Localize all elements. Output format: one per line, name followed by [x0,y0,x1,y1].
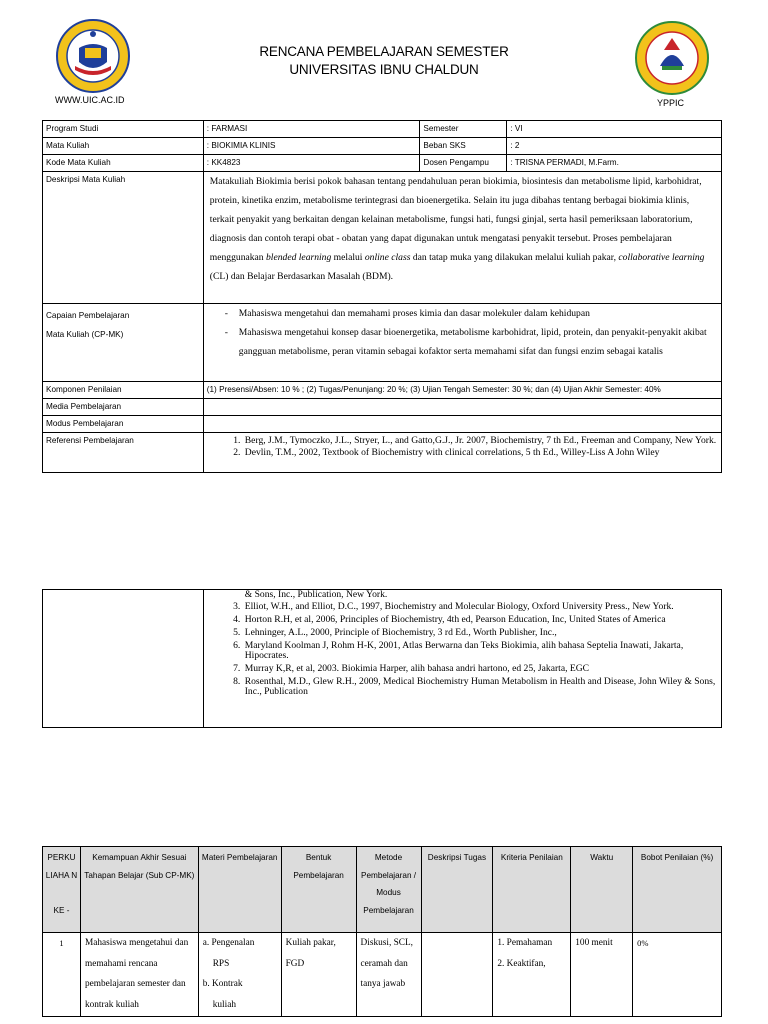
references-list [203,433,721,473]
mode-label: Modus Pembelajaran [43,416,204,433]
table-header-row [43,847,722,933]
list-item: 6. Maryland Koolman J, Rohm H-K, 2001, Atlas Berwarna dan Teks Biokimia, alih bahasa Septelia Inawati, Jakarta, Hipocrates. [243,641,718,661]
lecturer-value: : TRISNA PERMADI, M.Farm. [507,155,722,172]
table-row [43,433,722,473]
weekly-schedule-table [42,846,722,1017]
form-cell: Kuliah pakar, FGD [281,933,356,1017]
semester-label: Semester [420,121,507,138]
media-value [203,399,721,416]
time-cell: 100 menit [571,933,633,1017]
ability-cell: Mahasiswa mengetahui dan memahami rencana pembelajaran semester dan kontrak kuliah [80,933,198,1017]
col-criteria: Kriteria Penilaian [493,847,571,933]
col-form: Bentuk Pembelajaran [281,847,356,933]
semester-value: : VI [507,121,722,138]
table-row [43,138,722,155]
table-row [43,155,722,172]
sks-value: : 2 [507,138,722,155]
table-row [43,399,722,416]
list-item: - Mahasiswa mengetahui konsep dasar bioenergetika, metabolisme karbohidrat, lipid, protein, dan penyakit-penyakit akibat gangguan metabolisme, peran vitamin sebagai kofaktor serta memahami sifat dan fungsi enzim sebagai katalis [239,323,718,361]
list-item: 4. Horton R.H, et al, 2006, Principles of Biochemistry, 4th ed, Pearson Education, Inc, United States of America [243,615,718,625]
list-item: 8. Rosenthal, M.D., Glew R.H., 2009, Medical Biochemistry Human Metabolism in Health and Disease, John Wiley & Sons, Inc., Publication [243,677,718,697]
course-description: Matakuliah Biokimia berisi pokok bahasan tentang pendahuluan peran biokimia, biosintesis dan metabolisme lipid, karbohidrat, protein, kinetika enzim, metabolisme terintegrasi dan bioenergetika. Selain itu juga dibahas tentang berbagai biokimia klinis, terkait penyakit yang berkaitan dengan kelainan metabolisme, fungsi hati, fungsi ginjal, serta hasil pemeriksaan laboratorium, diagnosis dan contoh terapi obat - obatan yang dapat digunakan untuk mengatasi penyakit tersebut. Proses pembelajaran menggunakan blended learning melalui online class dan tatap muka yang dilakukan melalui kuliah pakar, collaborative learning (CL) dan Belajar Berdasarkan Masalah (BDM). [203,172,721,304]
col-task: Deskripsi Tugas [421,847,493,933]
week-number: 1 [43,933,81,1017]
website-url[interactable]: WWW.UIC.AC.ID [55,95,125,105]
col-weight: Bobot Penilaian (%) [633,847,722,933]
media-label: Media Pembelajaran [43,399,204,416]
assessment-label: Komponen Penilaian [43,382,204,399]
list-item: - Mahasiswa mengetahui dan memahami proses kimia dan dasar molekuler dalam kehidupan [239,304,718,323]
course-value: : BIOKIMIA KLINIS [203,138,420,155]
document-title: RENCANA PEMBELAJARAN SEMESTER [259,44,509,59]
criteria-cell: 1. Pemahaman 2. Keaktifan, [493,933,571,1017]
table-row [43,304,722,382]
col-method: Metode Pembelajaran / Modus Pembelajaran [356,847,421,933]
list-item: 3. Elliot, W.H., and Elliot, D.C., 1997, Biochemistry and Molecular Biology, Oxford University Press., New York. [243,602,718,612]
table-row [43,416,722,433]
lecturer-label: Dosen Pengampu [420,155,507,172]
foundation-name: YPPIC [657,98,685,108]
list-item: 5. Lehninger, A.L., 2000, Principle of Biochemistry, 3 rd Ed., Worth Publisher, Inc., [243,628,718,638]
material-cell: a. Pengenalan RPS b. Kontrak kuliah [198,933,281,1017]
course-code-value: : KK4823 [203,155,420,172]
university-name: UNIVERSITAS IBNU CHALDUN [289,62,479,77]
program-label: Program Studi [43,121,204,138]
table-row [43,382,722,399]
method-cell: Diskusi, SCL, ceramah dan tanya jawab [356,933,421,1017]
course-label: Mata Kuliah [43,138,204,155]
task-cell [421,933,493,1017]
col-week: PERKU LIAHA N KE - [43,847,81,933]
course-code-label: Kode Mata Kuliah [43,155,204,172]
right-logo [634,20,710,96]
col-ability: Kemampuan Akhir Sesuai Tahapan Belajar (Sub CP-MK) [80,847,198,933]
table-row [43,121,722,138]
col-time: Waktu [571,847,633,933]
col-material: Materi Pembelajaran [198,847,281,933]
weight-cell: 0% [633,933,722,1017]
reference-continuation: & Sons, Inc., Publication, New York. [244,589,388,600]
list-item: 7. Murray K,R, et al, 2003. Biokimia Harper, alih bahasa andri hartono, ed 25, Jakarta, EGC [243,664,718,674]
table-row [43,933,722,1017]
cpmk-list [203,304,721,382]
list-item: 2. Devlin, T.M., 2002, Textbook of Biochemistry with clinical correlations, 5 th Ed., Willey-Liss A John Wiley [243,448,718,458]
list-item: 1. Berg, J.M., Tymoczko, J.L., Stryer, L., and Gatto,G.J., Jr. 2007, Biochemistry, 7 th Ed., Freeman and Company, New York. [243,436,718,446]
program-value: : FARMASI [203,121,420,138]
course-info-table [42,120,722,473]
references-list-continued [203,590,721,728]
table-row [43,172,722,304]
description-label: Deskripsi Mata Kuliah [43,172,204,304]
references-label: Referensi Pembelajaran [43,433,204,473]
references-continued-table [42,589,722,728]
assessment-value: (1) Presensi/Absen: 10 % ; (2) Tugas/Penunjang: 20 %; (3) Ujian Tengah Semester: 30 %; dan (4) Ujian Akhir Semester: 40% [203,382,721,399]
cpmk-label: Capaian Pembelajaran Mata Kuliah (CP-MK) [43,304,204,382]
empty-label-cell [43,590,204,728]
mode-value [203,416,721,433]
sks-label: Beban SKS [420,138,507,155]
table-row [43,590,722,728]
